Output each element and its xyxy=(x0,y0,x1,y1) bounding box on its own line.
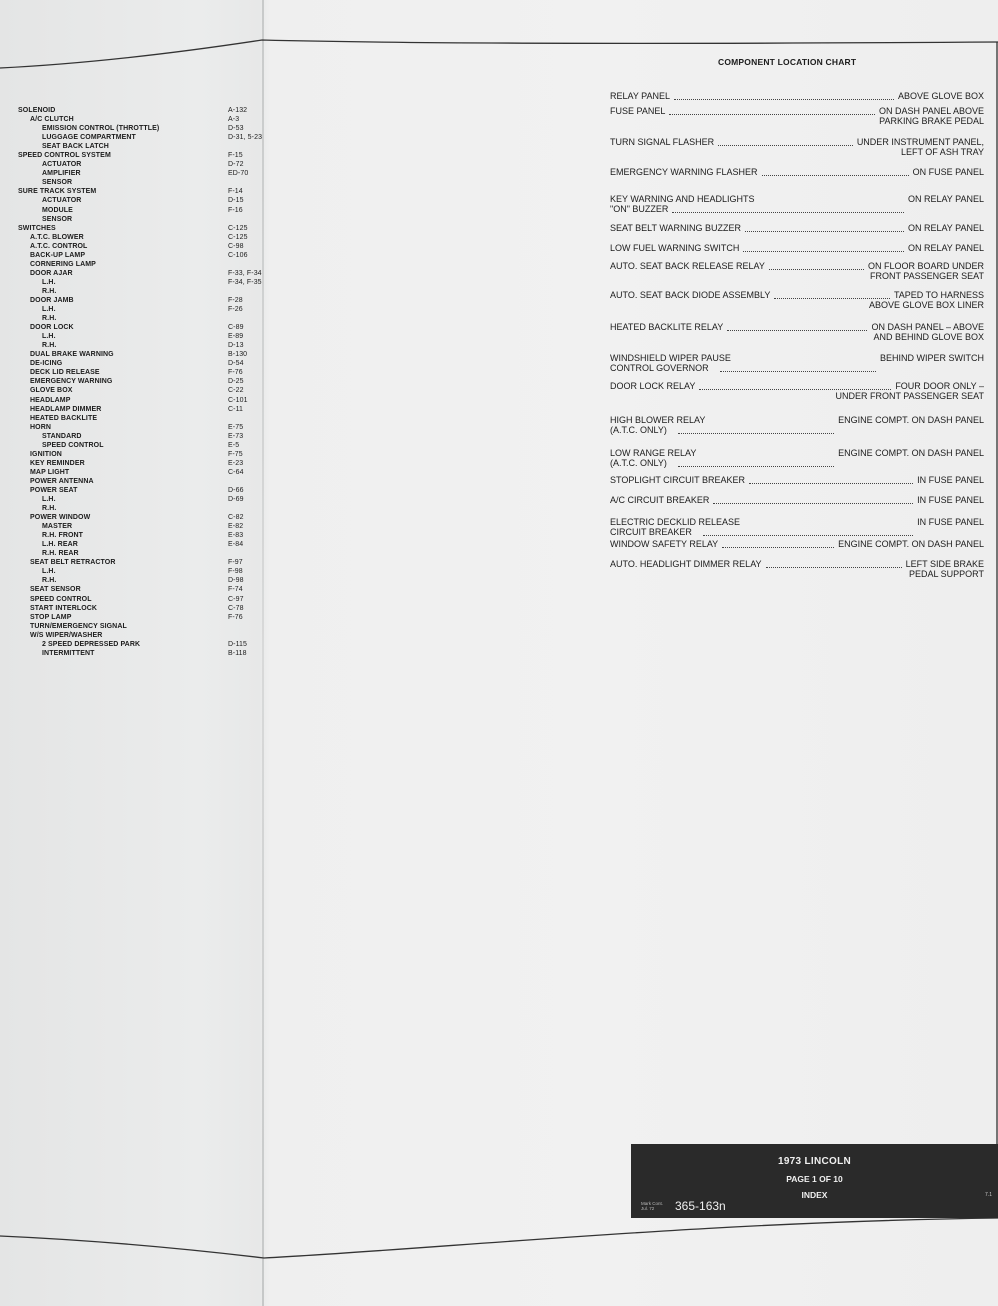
index-code: E-5 xyxy=(228,441,240,449)
dot-leader xyxy=(774,298,890,299)
index-row xyxy=(18,332,263,341)
index-row xyxy=(18,531,263,540)
index-row xyxy=(18,377,263,386)
index-row xyxy=(18,305,263,314)
component-name: FUSE PANEL xyxy=(610,106,666,116)
index-label: L.H. xyxy=(42,568,56,576)
index-list xyxy=(18,106,263,658)
index-row xyxy=(18,133,263,142)
component-name: A/C CIRCUIT BREAKER xyxy=(610,495,710,505)
index-label: ACTUATOR xyxy=(42,161,82,169)
index-row xyxy=(18,386,263,395)
index-label: STANDARD xyxy=(42,432,82,440)
index-code: F-76 xyxy=(228,369,243,377)
index-code: D-53 xyxy=(228,125,244,133)
index-label: R.H. xyxy=(42,342,57,350)
index-code: E-73 xyxy=(228,432,244,440)
index-code: F-14 xyxy=(228,188,243,196)
component-location: TAPED TO HARNESS ABOVE GLOVE BOX LINER xyxy=(868,290,984,310)
index-label: R.H. FRONT xyxy=(42,532,84,540)
index-label: A.T.C. CONTROL xyxy=(30,242,88,250)
index-label: POWER SEAT xyxy=(30,486,78,494)
index-code: F-34, F-35 xyxy=(228,278,262,286)
index-code: B-130 xyxy=(228,351,248,359)
component-location: UNDER INSTRUMENT PANEL, LEFT OF ASH TRAY xyxy=(856,137,984,157)
index-label: L.H. xyxy=(42,278,56,286)
index-label: INTERMITTENT xyxy=(42,649,95,657)
component-name: ELECTRIC DECKLID RELEASE CIRCUIT BREAKER xyxy=(610,517,741,537)
index-code: E-75 xyxy=(228,423,244,431)
index-row xyxy=(18,558,263,567)
index-code: B-118 xyxy=(228,649,247,657)
index-label: BACK-UP LAMP xyxy=(30,251,86,259)
dot-leader xyxy=(678,466,834,467)
index-code: D-13 xyxy=(228,342,244,350)
dot-leader xyxy=(669,114,875,115)
index-code: D-69 xyxy=(228,496,244,504)
component-location: LEFT SIDE BRAKE PEDAL SUPPORT xyxy=(905,559,984,579)
index-label: MAP LIGHT xyxy=(30,468,70,476)
index-code: C-64 xyxy=(228,468,244,476)
component-location: ABOVE GLOVE BOX xyxy=(897,91,984,101)
index-row xyxy=(18,622,263,631)
index-label: A/C CLUTCH xyxy=(30,116,74,124)
index-row xyxy=(18,242,263,251)
index-code: D-115 xyxy=(228,640,248,648)
index-row xyxy=(18,260,263,269)
index-code: E-84 xyxy=(228,541,244,549)
index-label: GLOVE BOX xyxy=(30,387,73,395)
index-code: ED-70 xyxy=(228,170,249,178)
index-label: SEAT SENSOR xyxy=(30,586,81,594)
index-row xyxy=(18,269,263,278)
component-location: ON RELAY PANEL xyxy=(907,194,984,204)
footer-corner-number: 7.1 xyxy=(985,1192,992,1198)
component-name: KEY WARNING AND HEADLIGHTS "ON" BUZZER xyxy=(610,194,755,214)
index-row xyxy=(18,604,263,613)
index-row xyxy=(18,631,263,640)
index-label: R.H. xyxy=(42,315,57,323)
index-row xyxy=(18,423,263,432)
component-name: TURN SIGNAL FLASHER xyxy=(610,137,715,147)
index-code: F-16 xyxy=(228,206,243,214)
index-row xyxy=(18,396,263,405)
index-label: SPEED CONTROL xyxy=(42,441,104,449)
index-label: L.H. xyxy=(42,496,56,504)
index-row xyxy=(18,115,263,124)
index-code: D-72 xyxy=(228,161,244,169)
index-label: DE-ICING xyxy=(30,360,63,368)
footer-page-number: PAGE 1 OF 10 xyxy=(786,1174,843,1184)
component-location: BEHIND WIPER SWITCH xyxy=(879,353,984,363)
dot-leader xyxy=(699,389,891,390)
index-code: A-132 xyxy=(228,107,248,114)
index-label: AMPLIFIER xyxy=(42,170,81,178)
index-label: EMISSION CONTROL (THROTTLE) xyxy=(42,125,160,133)
component-name: DOOR LOCK RELAY xyxy=(610,381,696,391)
index-code: C-125 xyxy=(228,224,248,232)
index-label: R.H. xyxy=(42,577,57,585)
index-label: DOOR AJAR xyxy=(30,269,73,277)
index-code: E-23 xyxy=(228,459,244,467)
index-code: C-82 xyxy=(228,514,244,522)
index-code: D-25 xyxy=(228,378,244,386)
index-label: W/S WIPER/WASHER xyxy=(30,631,103,639)
dot-leader xyxy=(762,175,909,176)
index-label: DUAL BRAKE WARNING xyxy=(30,351,114,359)
index-row xyxy=(18,513,263,522)
index-label: R.H. xyxy=(42,287,57,295)
index-row xyxy=(18,432,263,441)
index-row xyxy=(18,640,263,649)
index-code: E-89 xyxy=(228,333,244,341)
dot-leader xyxy=(718,145,853,146)
component-name: LOW RANGE RELAY (A.T.C. ONLY) xyxy=(610,448,697,468)
index-row xyxy=(18,359,263,368)
index-code: C-78 xyxy=(228,604,244,612)
index-code: F-98 xyxy=(228,568,243,576)
component-location: ON FLOOR BOARD UNDER FRONT PASSENGER SEAT xyxy=(867,261,984,281)
index-label: L.H. REAR xyxy=(42,541,78,549)
index-row xyxy=(18,187,263,196)
dot-leader xyxy=(720,371,876,372)
index-row xyxy=(18,142,263,151)
dot-leader xyxy=(672,212,904,213)
component-location: IN FUSE PANEL xyxy=(917,517,984,527)
index-row xyxy=(18,486,263,495)
component-name: RELAY PANEL xyxy=(610,91,671,101)
index-code: C-101 xyxy=(228,396,248,404)
index-label: SPEED CONTROL SYSTEM xyxy=(18,152,111,160)
index-row xyxy=(18,233,263,242)
index-label: SENSOR xyxy=(42,179,73,187)
index-label: A.T.C. BLOWER xyxy=(30,233,84,241)
index-label: SENSOR xyxy=(42,215,73,223)
index-label: POWER ANTENNA xyxy=(30,477,94,485)
index-row xyxy=(18,613,263,622)
index-row xyxy=(18,576,263,585)
title-block xyxy=(631,1144,998,1218)
index-label: HEATED BACKLITE xyxy=(30,414,98,422)
index-row xyxy=(18,495,263,504)
index-row xyxy=(18,215,263,224)
index-row xyxy=(18,585,263,594)
index-label: HEADLAMP xyxy=(30,396,71,404)
index-code: E-83 xyxy=(228,532,244,540)
component-name: LOW FUEL WARNING SWITCH xyxy=(610,243,740,253)
component-name: EMERGENCY WARNING FLASHER xyxy=(610,167,758,177)
component-name: AUTO. SEAT BACK RELEASE RELAY xyxy=(610,261,765,271)
index-label: ACTUATOR xyxy=(42,197,82,205)
index-row xyxy=(18,450,263,459)
index-label: CORNERING LAMP xyxy=(30,260,96,268)
index-label: L.H. xyxy=(42,333,56,341)
component-name: STOPLIGHT CIRCUIT BREAKER xyxy=(610,475,746,485)
index-row xyxy=(18,549,263,558)
index-code: F-97 xyxy=(228,559,243,567)
index-code: F-28 xyxy=(228,296,243,304)
index-label: LUGGAGE COMPARTMENT xyxy=(42,134,136,142)
index-code: D-15 xyxy=(228,197,244,205)
component-name: HEATED BACKLITE RELAY xyxy=(610,322,724,332)
index-label: STOP LAMP xyxy=(30,613,72,621)
index-label: EMERGENCY WARNING xyxy=(30,378,113,386)
index-row xyxy=(18,151,263,160)
component-location: FOUR DOOR ONLY – UNDER FRONT PASSENGER SEAT xyxy=(835,381,984,401)
index-code: E-82 xyxy=(228,523,244,531)
index-label: POWER WINDOW xyxy=(30,514,91,522)
index-label: IGNITION xyxy=(30,450,62,458)
component-name: WINDOW SAFETY RELAY xyxy=(610,539,719,549)
index-row xyxy=(18,441,263,450)
index-label: SEAT BELT RETRACTOR xyxy=(30,559,116,567)
index-row xyxy=(18,296,263,305)
index-label: START INTERLOCK xyxy=(30,604,98,612)
index-label: MODULE xyxy=(42,206,73,214)
index-code: F-15 xyxy=(228,152,243,160)
index-label: DOOR LOCK xyxy=(30,324,74,332)
index-label: L.H. xyxy=(42,306,56,314)
index-code: D-66 xyxy=(228,486,244,494)
index-label: R.H. xyxy=(42,505,57,513)
component-location: IN FUSE PANEL xyxy=(917,475,984,485)
index-row xyxy=(18,540,263,549)
index-code: C-106 xyxy=(228,251,248,259)
index-row xyxy=(18,124,263,133)
index-row xyxy=(18,251,263,260)
index-row xyxy=(18,567,263,576)
index-code: D-98 xyxy=(228,577,244,585)
component-location: ON DASH PANEL – ABOVE AND BEHIND GLOVE BOX xyxy=(871,322,984,342)
index-row xyxy=(18,178,263,187)
component-location: IN FUSE PANEL xyxy=(917,495,984,505)
index-row xyxy=(18,649,263,658)
footer-section: INDEX xyxy=(801,1190,828,1200)
chart-title: COMPONENT LOCATION CHART xyxy=(718,57,857,67)
index-label: DECK LID RELEASE xyxy=(30,369,100,377)
dot-leader xyxy=(745,231,904,232)
index-code: F-33, F-34 xyxy=(228,269,262,277)
index-row xyxy=(18,287,263,296)
index-row xyxy=(18,323,263,332)
index-row xyxy=(18,278,263,287)
dot-leader xyxy=(749,483,913,484)
index-label: SPEED CONTROL xyxy=(30,595,92,603)
component-name: AUTO. HEADLIGHT DIMMER RELAY xyxy=(610,559,762,569)
index-code: C-11 xyxy=(228,405,244,413)
dot-leader xyxy=(722,547,834,548)
dot-leader xyxy=(674,99,894,100)
footer-title: 1973 LINCOLN xyxy=(777,1156,852,1167)
index-code: C-89 xyxy=(228,324,244,332)
index-row xyxy=(18,314,263,323)
index-label: KEY REMINDER xyxy=(30,459,85,467)
index-label: DOOR JAMB xyxy=(30,296,74,304)
dot-leader xyxy=(703,535,913,536)
dot-leader xyxy=(713,503,913,504)
index-row xyxy=(18,160,263,169)
index-label: TURN/EMERGENCY SIGNAL xyxy=(30,622,127,630)
index-label: 2 SPEED DEPRESSED PARK xyxy=(42,640,141,648)
index-row xyxy=(18,405,263,414)
component-name: WINDSHIELD WIPER PAUSE CONTROL GOVERNOR xyxy=(610,353,731,373)
component-name: HIGH BLOWER RELAY (A.T.C. ONLY) xyxy=(610,415,706,435)
component-name: AUTO. SEAT BACK DIODE ASSEMBLY xyxy=(610,290,771,300)
index-row xyxy=(18,206,263,215)
component-name: SEAT BELT WARNING BUZZER xyxy=(610,223,742,233)
index-label: HEADLAMP DIMMER xyxy=(30,405,102,413)
index-code: F-76 xyxy=(228,613,243,621)
index-label: R.H. REAR xyxy=(42,550,79,558)
index-row xyxy=(18,468,263,477)
index-code: C-97 xyxy=(228,595,244,603)
dot-leader xyxy=(678,433,834,434)
index-label: SURE TRACK SYSTEM xyxy=(18,188,97,196)
index-row xyxy=(18,414,263,423)
index-label: SOLENOID xyxy=(18,107,56,114)
component-location: ON RELAY PANEL xyxy=(907,223,984,233)
component-location: ON FUSE PANEL xyxy=(912,167,984,177)
index-row xyxy=(18,341,263,350)
index-row xyxy=(18,196,263,205)
index-row xyxy=(18,522,263,531)
index-label: MASTER xyxy=(42,523,73,531)
index-code: C-125 xyxy=(228,233,248,241)
index-code: C-98 xyxy=(228,242,244,250)
component-location: ENGINE COMPT. ON DASH PANEL xyxy=(838,448,984,458)
component-location: ON RELAY PANEL xyxy=(907,243,984,253)
dot-leader xyxy=(727,330,867,331)
index-row xyxy=(18,106,263,115)
footer-small-note: Mark Cont. Jul. 72 xyxy=(641,1201,664,1211)
index-row xyxy=(18,504,263,513)
index-code: F-74 xyxy=(228,586,243,594)
index-code: A-3 xyxy=(228,116,240,124)
index-code: F-26 xyxy=(228,306,243,314)
index-row xyxy=(18,368,263,377)
index-label: SEAT BACK LATCH xyxy=(42,143,109,151)
index-code: F-75 xyxy=(228,450,243,458)
index-row xyxy=(18,459,263,468)
index-row xyxy=(18,169,263,178)
index-label: HORN xyxy=(30,423,52,431)
index-row xyxy=(18,595,263,604)
index-row xyxy=(18,350,263,359)
dot-leader xyxy=(769,269,864,270)
component-location: ENGINE COMPT. ON DASH PANEL xyxy=(838,539,984,549)
dot-leader xyxy=(766,567,902,568)
index-code: C-22 xyxy=(228,387,244,395)
component-location: ON DASH PANEL ABOVE PARKING BRAKE PEDAL xyxy=(878,106,984,126)
dot-leader xyxy=(743,251,904,252)
index-code: D-54 xyxy=(228,360,244,368)
component-location: ENGINE COMPT. ON DASH PANEL xyxy=(838,415,984,425)
index-row xyxy=(18,477,263,486)
footer-document-code: 365-163n xyxy=(675,1199,726,1213)
index-label: SWITCHES xyxy=(18,224,56,232)
index-code: D-31, 5-23 xyxy=(228,134,263,142)
index-row xyxy=(18,224,263,233)
